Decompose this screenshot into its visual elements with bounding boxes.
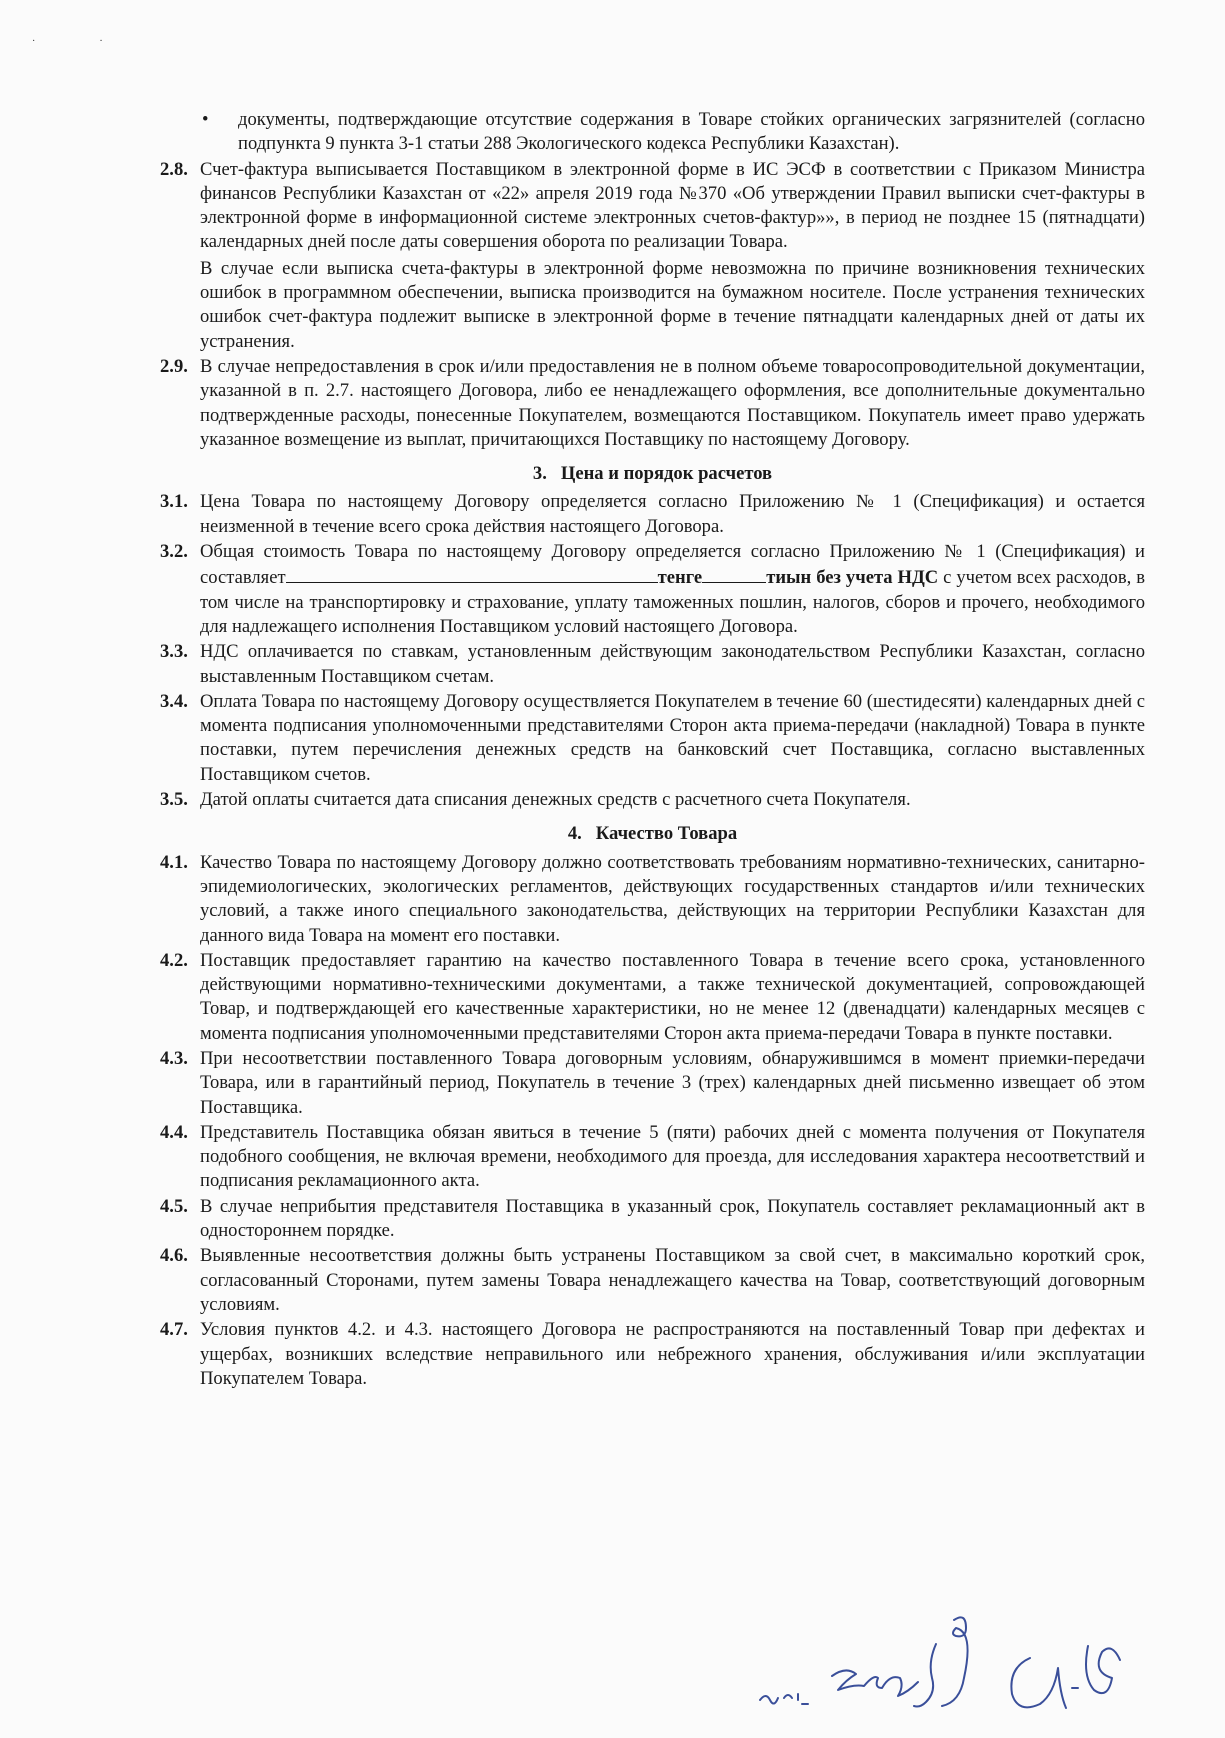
signature-two [1011,1646,1120,1708]
clause-4-5 [160,1195,1145,1244]
section-title [160,822,1145,846]
clause-paragraph: Оплата Товара по настоящему Договору осуществляется Покупателем в течение 60 (шестидесяти) календарных дней с момента подписания уполномоченными представителями Сторон акта приема-передачи (накладной) Товара в пункте поставки, путем перечисления денежных средств на банковский счет Поставщика, согласно выставленных Поставщиком счетов. [200,690,1145,785]
clause-4-7 [160,1318,1145,1391]
clause-number: 3.2. [160,541,188,563]
clause-paragraph: Выявленные несоответствия должны быть устранены Поставщиком за свой счет, в максимально короткий срок, согласованный Сторонами, путем замены Товара ненадлежащего качества на Товар, соответствующий договорным условиям. [200,1245,1145,1315]
clause-paragraph: Цена Товара по настоящему Договору определяется согласно Приложению № 1 (Спецификация) и остается неизменной в течение всего срока действия настоящего Договора. [200,491,1145,537]
price-blank[interactable] [286,564,658,583]
signature-stroke [914,1644,936,1707]
clause-number: 3.3. [160,641,188,663]
clause-paragraph: В случае непредоставления в срок и/или предоставления не в полном объеме товаросопроводительной документации, указанной в п. 2.7. настоящего Договора, либо ее ненадлежащего оформления, все дополнительные документально подтвержденные расходы, понесенные Покупателем, возмещаются Поставщиком. Покупатель имеет право удержать указанное возмещение из выплат, причитающихся Поставщику по настоящему Договору. [200,355,1145,450]
clause-paragraph: Поставщик предоставляет гарантию на качество поставленного Товара в течение всего срока, установленного действующими нормативно-техническими документами, а также технической документацией, сопровождающей Товар, и подтверждающей его качественные характеристики, но не менее 12 (двенадцати) календарных месяцев с момента подписания уполномоченными представителями Сторон акта приема-передачи Товара в пункте поставки. [200,949,1145,1044]
clause-number: 3.4. [160,690,188,712]
bullet-icon: • [202,109,209,130]
clause-2-8 [160,158,1145,354]
clause-number: 3.1. [160,491,188,513]
clause-3-3 [160,640,1145,689]
clause-paragraph: Датой оплаты считается дата списания денежных средств с расчетного счета Покупателя. [200,789,911,811]
clause-number: 4.4. [160,1121,188,1143]
clause-paragraph: В случае неприбытия представителя Поставщика в указанный срок, Покупатель составляет рекламационный акт в одностороннем порядке. [200,1195,1145,1242]
clause-number: 3.5. [160,789,188,811]
clause-4-2 [160,949,1145,1046]
section-title [160,462,1145,486]
clause-number: 4.2. [160,949,188,971]
clause-paragraph: Качество Товара по настоящему Договору должно соответствовать требованиям нормативно-технических, санитарно-эпидемиологических, экологических регламентов, действующих государственных стандартов и/или технических условий, а также иного специального законодательства, действующих на территории Республики Казахстан для данного вида Товара на момент его поставки. [200,851,1145,946]
clause-paragraph: Счет-фактура выписывается Поставщиком в электронной форме в ИС ЭСФ в соответствии с Приказом Министра финансов Республики Казахстан от «22» апреля 2019 года №370 «Об утверждении Правил выписки счет-фактуры в электронной форме в информационной системе электронных счетов-фактур»», в период не позднее 15 (пятнадцати) календарных дней после даты совершения оборота по реализации Товара. [200,158,1145,253]
clause-4-4 [160,1121,1145,1194]
clause-2-9 [160,355,1145,452]
clause-number: 4.7. [160,1319,188,1341]
clause-3-4 [160,690,1145,787]
scan-marks: · · [32,36,103,47]
handwritten-signatures [740,1580,1210,1730]
clause-number: 4.5. [160,1195,188,1217]
clause-4-6 [160,1244,1145,1317]
signature-loop [942,1617,968,1706]
clause-paragraph: Условия пунктов 4.2. и 4.3. настоящего Договора не распространяются на поставленный Товар при дефектах и ущербах, возникших вследствие неправильного или небрежного хранения, обслуживания и/или эксплуатации Покупателем Товара. [200,1319,1145,1389]
contract-body [160,108,1145,1391]
clause-paragraph: Общая стоимость Товара по настоящему Договору определяется согласно Приложению № 1 (Спецификация) и составляет тенге тиын без учета НДС с учетом всех расходов, в том числе на транспортировку и страхование, уплату таможенных пошлин, налогов, сборов и прочего, необходимого для надлежащего исполнения Поставщиком условий настоящего Договора. [200,541,1145,637]
clause-paragraph: НДС оплачивается по ставкам, установленным действующим законодательством Республики Казахстан, согласно выставленным Поставщиком счетам. [200,641,1145,687]
section-heading: Качество Товара [595,823,738,845]
bullet-text: документы, подтверждающие отсутствие содержания в Товаре стойких органических загрязнителей (согласно подпункта 9 пункта 3-1 статьи 288 Экологического кодекса Республики Казахстан). [238,109,1145,155]
clause-number: 4.6. [160,1245,188,1267]
clause-4-1 [160,851,1145,948]
section-number: 3. [532,463,547,485]
clause-4-3 [160,1047,1145,1120]
clause-number: 2.9. [160,355,188,377]
clause-number: 2.8. [160,158,188,180]
section-number: 4. [567,823,582,845]
initials-mark [760,1694,808,1704]
clause-paragraph: При несоответствии поставленного Товара договорным условиям, обнаружившимся в момент приемки-передачи Товара, или в гарантийный период, Покупатель в течение 3 (трех) календарных дней письменно извещает об этом Поставщика. [200,1047,1145,1118]
clause-3-2 [160,540,1145,639]
clause-number: 4.3. [160,1047,188,1069]
section-heading: Цена и порядок расчетов [560,463,773,485]
clause-paragraph: Представитель Поставщика обязан явиться в течение 5 (пяти) рабочих дней с момента получения от Покупателя подобного сообщения, не включая времени, необходимого для проезда, для исследования характера несоответствий и подписания рекламационного акта. [200,1121,1145,1192]
list-item [160,108,1145,157]
clause-paragraph: В случае если выписка счета-фактуры в электронной форме невозможна по причине возникновения технических ошибок в программном обеспечении, выписка производится на бумажном носителе. После устранения технических ошибок счет-фактура подлежит выписке в электронной форме в течение пятнадцати календарных дней от даты их устранения. [200,257,1145,352]
signature-one [832,1670,918,1696]
clause-3-1 [160,490,1145,539]
clause-3-5 [160,788,1145,812]
clause-number: 4.1. [160,851,188,873]
tiyn-blank[interactable] [702,564,766,583]
